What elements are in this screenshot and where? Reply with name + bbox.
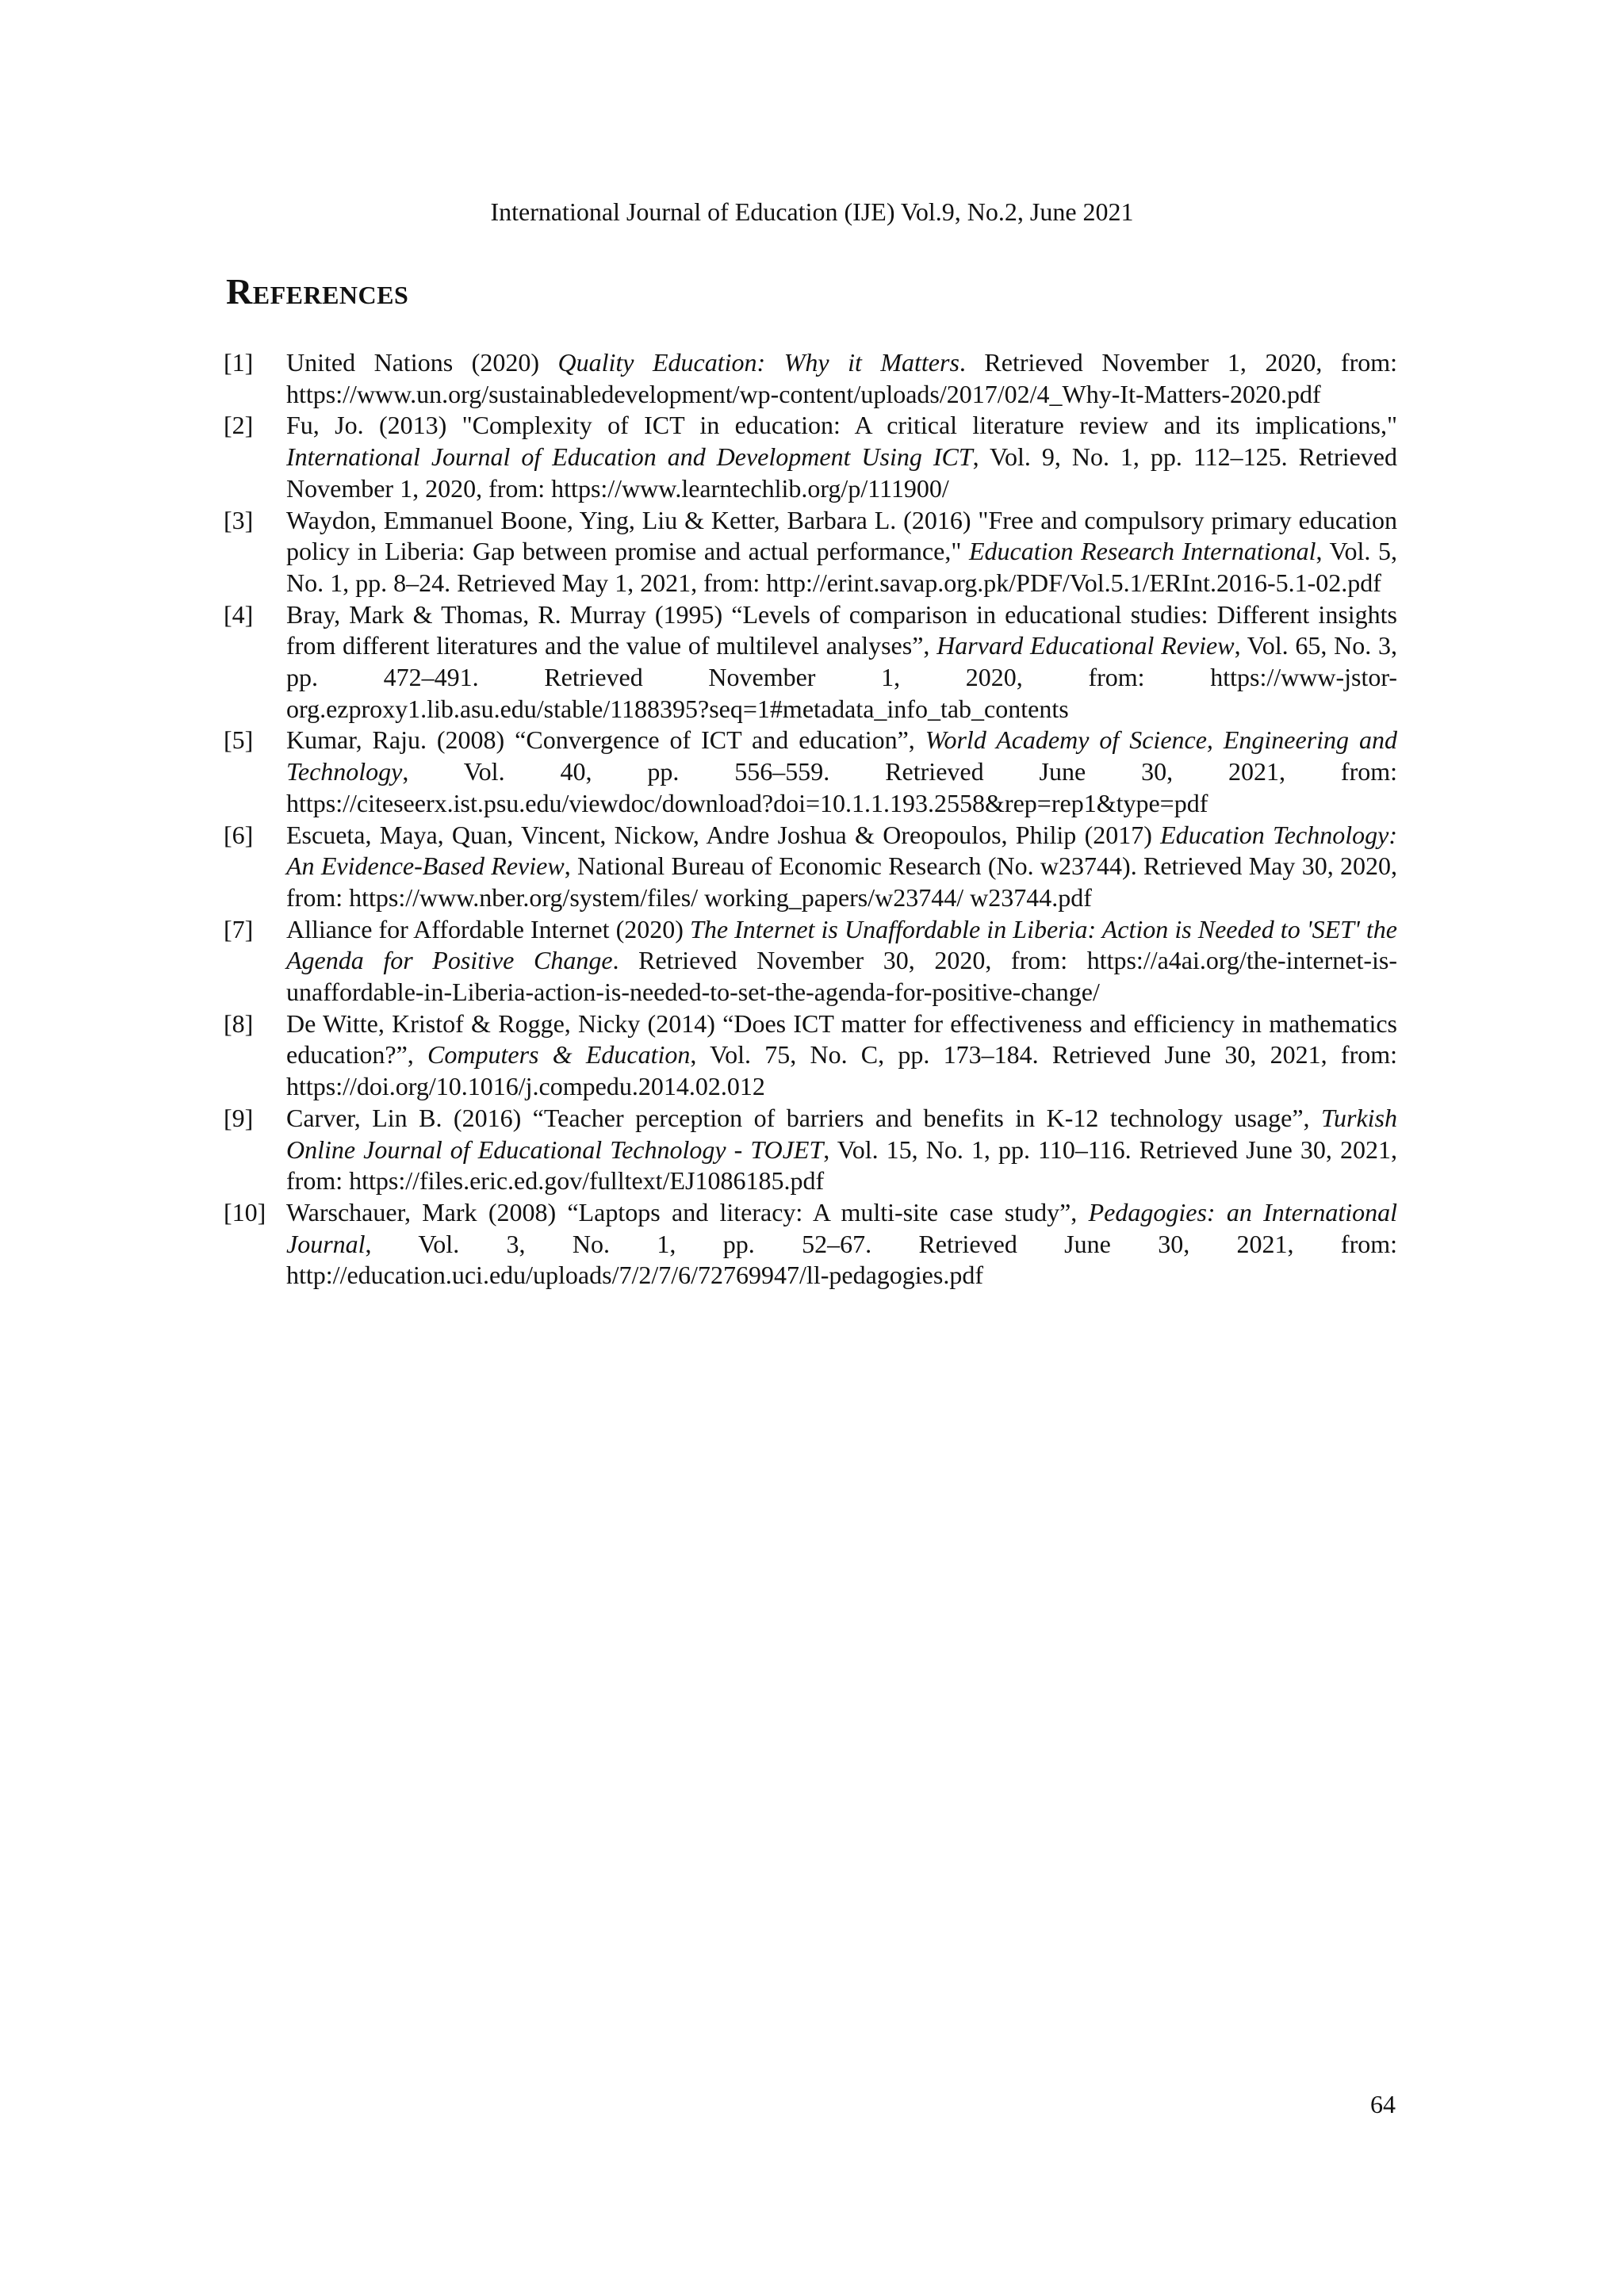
reference-item bbox=[224, 599, 1397, 725]
section-title: References bbox=[226, 271, 409, 312]
reference-text bbox=[286, 820, 1397, 914]
reference-number: [1] bbox=[224, 348, 254, 377]
reference-number: [4] bbox=[224, 599, 254, 629]
reference-details: , Vol. 9, No. 1, pp. 112–125. Retrieved November 1, 2020, from: https://www.learntechlib.org/p/111900/ bbox=[286, 442, 1398, 503]
reference-details: , Vol. 3, No. 1, pp. 52–67. Retrieved June 30, 2021, from: http://education.uci.edu/uploads/7/2/7/6/72769947/ll-pedagogies.pdf bbox=[286, 1229, 1397, 1290]
reference-authors: Kumar, Raju. (2008) “Convergence of ICT and education”, bbox=[286, 725, 925, 755]
reference-authors: Alliance for Affordable Internet (2020) bbox=[286, 914, 691, 943]
reference-authors: United Nations (2020) bbox=[286, 348, 558, 377]
reference-item bbox=[224, 1103, 1397, 1197]
reference-title: World Academy of Science, Engineering and Technology bbox=[286, 725, 1398, 786]
reference-title: Education Technology: An Evidence-Based Review bbox=[286, 820, 1398, 881]
reference-item bbox=[224, 1197, 1397, 1292]
reference-item bbox=[224, 725, 1397, 819]
reference-text bbox=[286, 725, 1397, 819]
page-number: 64 bbox=[1370, 2090, 1396, 2118]
reference-number: [2] bbox=[224, 411, 254, 440]
reference-authors: Carver, Lin B. (2016) “Teacher perception of barriers and benefits in K-12 technology usage”, bbox=[286, 1103, 1321, 1132]
reference-title: The Internet is Unaffordable in Liberia: Action is Needed to 'SET' the Agenda for Positive Change bbox=[286, 914, 1398, 975]
reference-title: Education Research International bbox=[968, 537, 1316, 566]
reference-text bbox=[286, 1103, 1397, 1197]
reference-details: , Vol. 40, pp. 556–559. Retrieved June 30, 2021, from: https://citeseerx.ist.psu.edu/viewdoc/download?doi=10.1.1.193.2558&rep=rep1&type=pdf bbox=[286, 757, 1397, 817]
reference-authors: Fu, Jo. (2013) "Complexity of ICT in education: A critical literature review and its implications," bbox=[286, 411, 1397, 440]
reference-title: Harvard Educational Review bbox=[936, 631, 1235, 660]
reference-text bbox=[286, 1008, 1397, 1103]
reference-item bbox=[224, 914, 1397, 1008]
reference-authors: Bray, Mark & Thomas, R. Murray (1995) “Levels of comparison in educational studies: Different insights from different literatures and the value of multilevel analyses”, bbox=[286, 599, 1397, 660]
reference-text bbox=[286, 914, 1397, 1008]
reference-list bbox=[224, 347, 1397, 1292]
reference-title: International Journal of Education and Development Using ICT bbox=[286, 442, 973, 472]
reference-authors: De Witte, Kristof & Rogge, Nicky (2014) “Does ICT matter for effectiveness and efficiency in mathematics education?”, bbox=[286, 1008, 1397, 1070]
running-header: International Journal of Education (IJE) Vol.9, No.2, June 2021 bbox=[490, 197, 1134, 226]
reference-details: . Retrieved November 30, 2020, from: https://a4ai.org/the-internet-is-unaffordable-in-Liberia-action-is-needed-to-set-the-agenda-for-positive-change/ bbox=[286, 946, 1398, 1007]
reference-text bbox=[286, 599, 1397, 725]
reference-number: [10] bbox=[224, 1197, 266, 1226]
reference-number: [5] bbox=[224, 725, 254, 755]
reference-number: [8] bbox=[224, 1008, 254, 1038]
reference-item bbox=[224, 505, 1397, 599]
reference-title: Quality Education: Why it Matters bbox=[557, 348, 959, 377]
reference-number: [9] bbox=[224, 1103, 254, 1132]
reference-number: [7] bbox=[224, 914, 254, 943]
reference-details: , Vol. 15, No. 1, pp. 110–116. Retrieved June 30, 2021, from: https://files.eric.ed.gov/fulltext/EJ1086185.pdf bbox=[286, 1135, 1398, 1196]
reference-text bbox=[286, 1197, 1397, 1292]
reference-authors: Waydon, Emmanuel Boone, Ying, Liu & Ketter, Barbara L. (2016) "Free and compulsory primary education policy in Liberia: Gap between promise and actual performance," bbox=[286, 505, 1397, 566]
reference-title: Computers & Education bbox=[427, 1040, 691, 1070]
reference-details: , Vol. 5, No. 1, pp. 8–24. Retrieved May 1, 2021, from: http://erint.savap.org.pk/PDF/Vol.5.1/ERInt.2016-5.1-02.pdf bbox=[286, 537, 1397, 597]
reference-item bbox=[224, 820, 1397, 914]
reference-details: , National Bureau of Economic Research (No. w23744). Retrieved May 30, 2020, from: https://www.nber.org/system/files/ working_papers/w23744/ w23744.pdf bbox=[286, 851, 1398, 912]
reference-details: . Retrieved November 1, 2020, from: https://www.un.org/sustainabledevelopment/wp-content/uploads/2017/02/4_Why-It-Matters-2020.pdf bbox=[286, 348, 1398, 408]
reference-details: , Vol. 75, No. C, pp. 173–184. Retrieved June 30, 2021, from: https://doi.org/10.1016/j.compedu.2014.02.012 bbox=[286, 1040, 1398, 1101]
reference-authors: Escueta, Maya, Quan, Vincent, Nickow, Andre Joshua & Oreopoulos, Philip (2017) bbox=[286, 820, 1161, 849]
reference-text bbox=[286, 505, 1397, 599]
reference-title: Pedagogies: an International Journal bbox=[286, 1197, 1398, 1258]
reference-number: [6] bbox=[224, 820, 254, 849]
reference-authors: Warschauer, Mark (2008) “Laptops and literacy: A multi-site case study”, bbox=[286, 1197, 1089, 1226]
reference-item bbox=[224, 347, 1397, 410]
reference-text bbox=[286, 410, 1397, 504]
reference-item bbox=[224, 1008, 1397, 1103]
reference-number: [3] bbox=[224, 505, 254, 534]
reference-item bbox=[224, 410, 1397, 504]
reference-text bbox=[286, 347, 1397, 410]
reference-details: , Vol. 65, No. 3, pp. 472–491. Retrieved November 1, 2020, from: https://www-jstor-org.ezproxy1.lib.asu.edu/stable/1188395?seq=1#metadata_info_tab_contents bbox=[286, 631, 1398, 723]
reference-title: Turkish Online Journal of Educational Technology - TOJET bbox=[286, 1103, 1397, 1164]
